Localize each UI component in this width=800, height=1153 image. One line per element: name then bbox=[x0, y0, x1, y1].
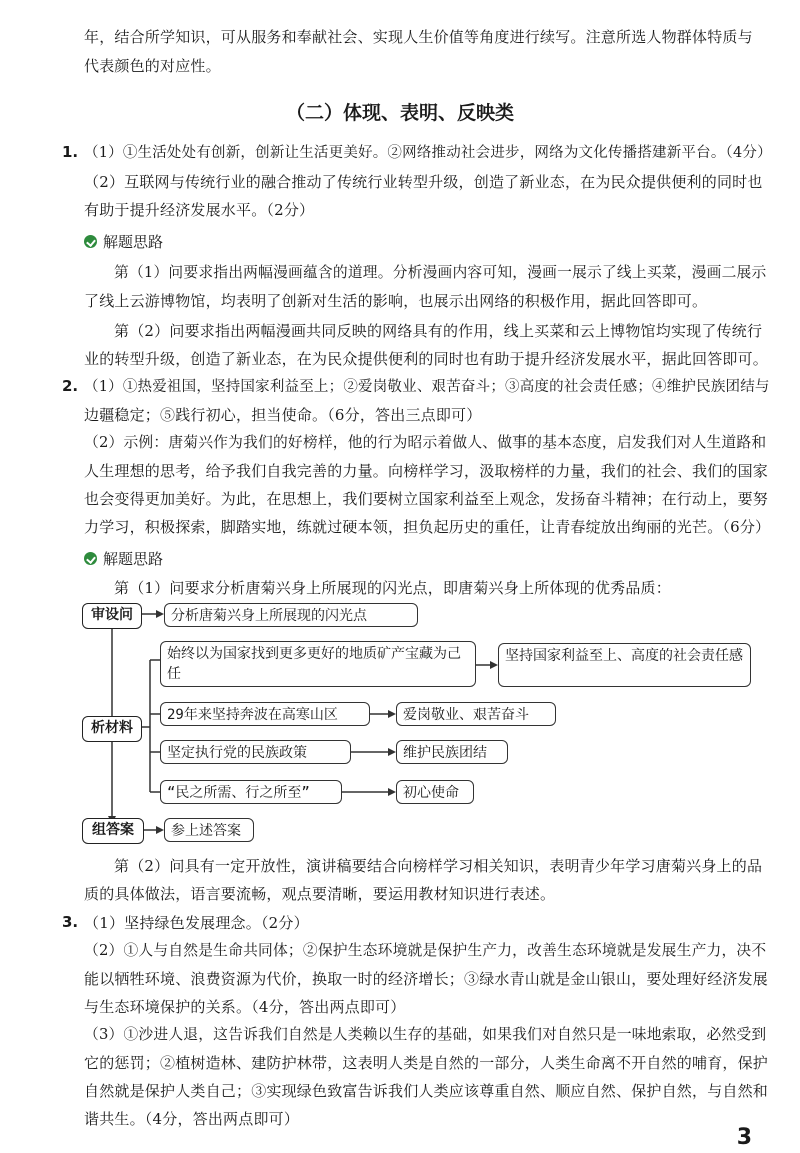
answer-line: 也会变得更加美好。为此，在思想上，我们要树立国家利益至上观念，发扬奋斗精神；在行动上，要努 bbox=[84, 490, 769, 508]
answer-line: （1）①热爱祖国，坚持国家利益至上；②爱岗敬业、艰苦奋斗；③高度的社会责任感；④维护民族团结与 bbox=[84, 379, 770, 395]
page-number: 3 bbox=[736, 1125, 752, 1150]
answer-line: 有助于提升经济发展水平。（2分） bbox=[84, 201, 315, 219]
answer-line: 它的惩罚；②植树造林、建防护林带，这表明人类是自然的一部分，人类生命离不开自然的哺育，保护 bbox=[84, 1054, 769, 1072]
answer-line: （1）①生活处处有创新，创新让生活更美好。②网络推动社会进步，网络为文化传播搭建新平台。（4分） bbox=[84, 145, 772, 161]
diagram-material-box: 始终以为国家找到更多更好的地质矿产宝藏为己任 bbox=[160, 641, 476, 687]
diagram-material-box: “民之所需、行之所至” bbox=[160, 780, 342, 804]
answer-line: 与生态环境保护的关系。（4分，答出两点即可） bbox=[84, 998, 406, 1016]
thinking-heading: 解题思路 bbox=[84, 548, 163, 569]
explanation-line: 第（2）问要求指出两幅漫画共同反映的网络具有的作用，线上买菜和云上博物馆均实现了传统行 bbox=[114, 322, 763, 340]
answer-line: 人生理想的思考，给予我们自我完善的力量。向榜样学习，汲取榜样的力量，我们的社会、我们的国家 bbox=[84, 462, 769, 480]
answer-line: （2）①人与自然是生命共同体；②保护生态环境就是保护生产力，改善生态环境就是发展生产力，决不 bbox=[84, 942, 767, 959]
diagram-material-box: 29年来坚持奔波在高寒山区 bbox=[160, 702, 370, 726]
diagram-material-box: 坚定执行党的民族政策 bbox=[160, 740, 351, 764]
label-question-review: 审设问 bbox=[82, 603, 142, 629]
answer-line: （1）坚持绿色发展理念。（2分） bbox=[84, 914, 309, 932]
diagram-result-box: 维护民族团结 bbox=[396, 740, 508, 764]
explanation-line: 了线上云游博物馆，均表明了创新对生活的影响，也展示出网络的积极作用，据此回答即可。 bbox=[84, 292, 708, 310]
question-number: 3. bbox=[62, 913, 79, 931]
diagram-question-box: 分析唐菊兴身上所展现的闪光点 bbox=[164, 603, 418, 627]
answer-line: （2）互联网与传统行业的融合推动了传统行业转型升级，创造了新业态，在为民众提供便利的同时也 bbox=[84, 173, 763, 191]
text-line: 年，结合所学知识，可从服务和奉献社会、实现人生价值等角度进行续写。注意所选人物群体特质与 bbox=[84, 28, 753, 46]
label-answer-assembly: 组答案 bbox=[82, 818, 144, 844]
answer-line: （2）示例：唐菊兴作为我们的好榜样，他的行为昭示着做人、做事的基本态度，启发我们对人生道路和 bbox=[84, 434, 767, 451]
explanation-line: 第（1）问要求分析唐菊兴身上所展现的闪光点，即唐菊兴身上所体现的优秀品质： bbox=[114, 579, 671, 597]
diagram-answer-box: 参上述答案 bbox=[164, 818, 254, 842]
text-line: 代表颜色的对应性。 bbox=[84, 57, 221, 75]
label-material-analysis: 析材料 bbox=[82, 716, 142, 742]
question-number: 1. bbox=[62, 143, 79, 161]
explanation-line: 质的具体做法，语言要流畅，观点要清晰，要运用教材知识进行表述。 bbox=[84, 885, 556, 903]
diagram-result-box: 爱岗敬业、艰苦奋斗 bbox=[396, 702, 556, 726]
answer-line: 谐共生。（4分，答出两点即可） bbox=[84, 1110, 300, 1128]
diagram-result-box: 坚持国家利益至上、高度的社会责任感 bbox=[498, 643, 751, 687]
answer-line: （3）①沙进人退，这告诉我们自然是人类赖以生存的基础，如果我们对自然只是一味地索取，必然受到 bbox=[84, 1026, 767, 1043]
section-title: （二）体现、表明、反映类 bbox=[285, 102, 514, 124]
explanation-line: 业的转型升级，创造了新业态，在为民众提供便利的同时也有助于提升经济发展水平，据此回答即可。 bbox=[84, 350, 769, 368]
answer-line: 力学习，积极探索，脚踏实地，练就过硬本领，担负起历史的重任，让青春绽放出绚丽的光芒。（6分） bbox=[84, 518, 771, 536]
thinking-heading: 解题思路 bbox=[84, 231, 163, 252]
answer-line: 自然就是保护人类自己；③实现绿色致富告诉我们人类应该尊重自然、顺应自然、保护自然，与自然和 bbox=[84, 1082, 769, 1100]
answer-line: 能以牺牲环境、浪费资源为代价，换取一时的经济增长；③绿水青山就是金山银山，要处理好经济发展 bbox=[84, 970, 769, 988]
diagram-result-box: 初心使命 bbox=[396, 780, 474, 804]
explanation-line: 第（1）问要求指出两幅漫画蕴含的道理。分析漫画内容可知，漫画一展示了线上买菜，漫画二展示 bbox=[114, 264, 767, 281]
question-number: 2. bbox=[62, 377, 79, 395]
explanation-line: 第（2）问具有一定开放性，演讲稿要结合向榜样学习相关知识，表明青少年学习唐菊兴身上的品 bbox=[114, 857, 763, 875]
answer-line: 边疆稳定；⑤践行初心，担当使命。（6分，答出三点即可） bbox=[84, 406, 482, 424]
